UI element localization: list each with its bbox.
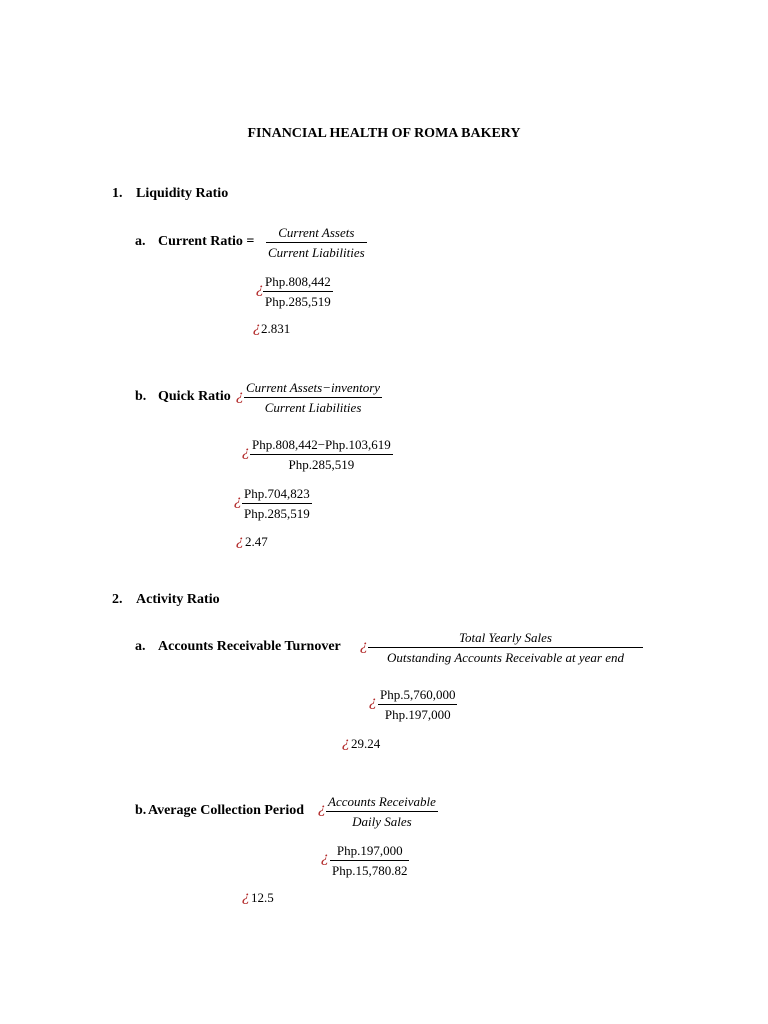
- quick-ratio-formula: [244, 379, 382, 416]
- step-numerator: Php.704,823: [242, 485, 312, 504]
- step-denominator: Php.285,519: [265, 294, 331, 309]
- section-1-number: 1.: [112, 186, 123, 201]
- step-denominator: Php.197,000: [384, 707, 451, 722]
- equals-mark: ¿: [321, 850, 329, 866]
- equals-mark: ¿: [242, 889, 250, 905]
- section-1-heading: Liquidity Ratio: [136, 186, 229, 201]
- avg-collection-formula: [326, 793, 438, 830]
- step-numerator: Php.5,760,000: [378, 686, 457, 705]
- item-2a-label: a.: [135, 639, 146, 654]
- avg-collection-name: Average Collection Period: [148, 803, 305, 818]
- formula-numerator: Total Yearly Sales: [368, 629, 643, 648]
- ar-turnover-name: Accounts Receivable Turnover: [158, 639, 341, 654]
- equals-mark: ¿: [242, 444, 250, 460]
- current-ratio-result: 2.831: [261, 321, 291, 336]
- item-1a-label: a.: [135, 234, 146, 249]
- ar-turnover-step: [378, 686, 457, 723]
- equals-mark: ¿: [360, 638, 368, 654]
- equals-mark: ¿: [234, 493, 242, 509]
- avg-collection-result: 12.5: [251, 890, 274, 905]
- formula-numerator: Current Assets: [266, 224, 367, 243]
- item-2b-label: b.: [135, 803, 147, 818]
- document-title: FINANCIAL HEALTH OF ROMA BAKERY: [247, 126, 521, 141]
- formula-numerator: Accounts Receivable: [326, 793, 438, 812]
- section-2-heading: Activity Ratio: [136, 592, 220, 607]
- step-denominator: Php.15,780.82: [332, 863, 408, 878]
- equals-mark: ¿: [256, 281, 264, 297]
- step-numerator: Php.808,442: [263, 273, 333, 292]
- current-ratio-step: [263, 273, 333, 310]
- quick-ratio-step-2: [242, 485, 312, 522]
- formula-denominator: Current Liabilities: [264, 400, 362, 415]
- step-numerator: Php.808,442−Php.103,619: [250, 436, 393, 455]
- current-ratio-formula: [266, 224, 367, 261]
- quick-ratio-step-1: [250, 436, 393, 473]
- equals-mark: ¿: [369, 694, 377, 710]
- equals-mark: ¿: [236, 533, 244, 549]
- equals-mark: ¿: [236, 388, 244, 404]
- quick-ratio-name: Quick Ratio: [158, 389, 231, 404]
- quick-ratio-result: 2.47: [245, 534, 268, 549]
- formula-numerator: Current Assets−inventory: [244, 379, 382, 398]
- step-denominator: Php.285,519: [288, 457, 355, 472]
- section-2-number: 2.: [112, 592, 123, 607]
- equals-mark: ¿: [318, 801, 326, 817]
- avg-collection-step: [330, 842, 409, 879]
- ar-turnover-result: 29.24: [351, 736, 381, 751]
- equals-mark: ¿: [342, 735, 350, 751]
- equals-mark: ¿: [253, 320, 261, 336]
- item-1b-label: b.: [135, 389, 147, 404]
- ar-turnover-formula: [368, 629, 643, 666]
- step-numerator: Php.197,000: [330, 842, 409, 861]
- formula-denominator: Outstanding Accounts Receivable at year end: [387, 650, 624, 665]
- current-ratio-name: Current Ratio =: [158, 234, 255, 249]
- formula-denominator: Daily Sales: [352, 814, 412, 829]
- formula-denominator: Current Liabilities: [268, 245, 365, 260]
- step-denominator: Php.285,519: [244, 506, 310, 521]
